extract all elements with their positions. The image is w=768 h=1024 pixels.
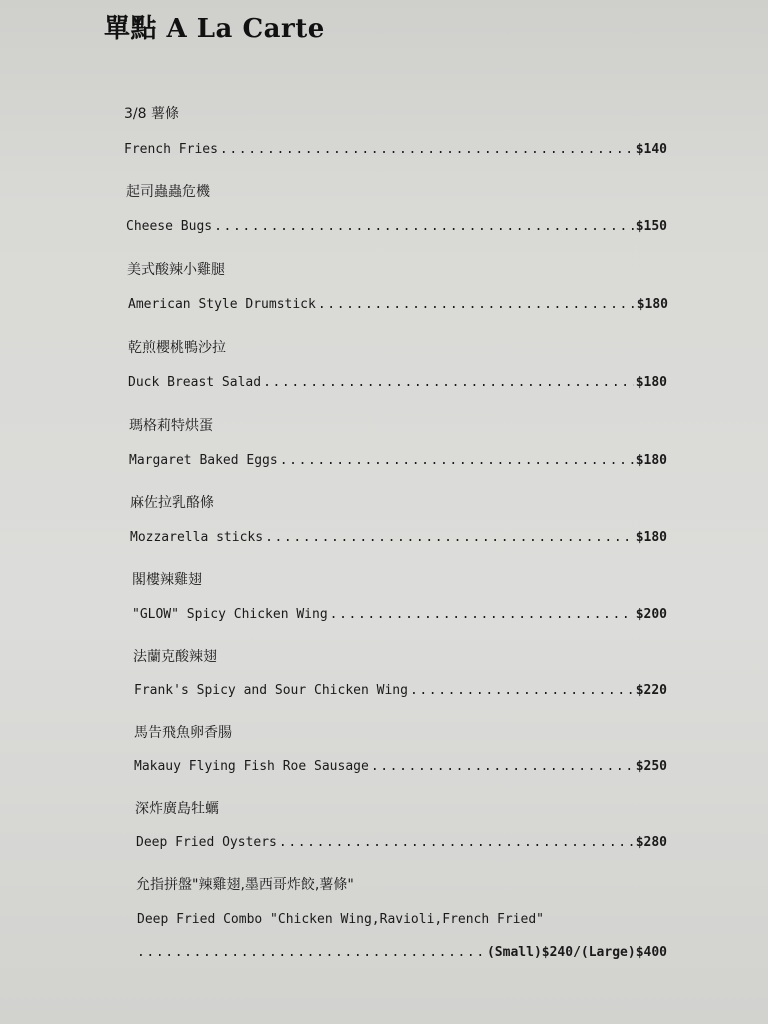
item-price: $150	[635, 219, 667, 234]
combo-row	[137, 912, 657, 927]
item-english-name: Margaret Baked Eggs	[129, 453, 278, 468]
dot-leader	[410, 683, 634, 698]
item-english-name: French Fries	[124, 142, 218, 157]
dot-leader	[280, 453, 634, 468]
item-english-name: "GLOW" Spicy Chicken Wing	[132, 607, 328, 622]
dot-leader	[371, 759, 634, 774]
item-chinese-name: 美式酸辣小雞腿	[127, 262, 225, 278]
menu-item-row	[136, 835, 667, 850]
item-price: $140	[635, 142, 667, 157]
dot-leader	[330, 607, 634, 622]
item-chinese-name: 馬告飛魚卵香腸	[134, 725, 232, 741]
item-price: $220	[635, 683, 667, 698]
item-chinese-name: 乾煎櫻桃鴨沙拉	[128, 340, 226, 356]
item-chinese-name: 深炸廣島牡蠣	[135, 801, 219, 817]
combo-english-name: Deep Fried Combo "Chicken Wing,Ravioli,French Fried"	[137, 912, 544, 927]
menu-item-row	[130, 530, 667, 545]
item-english-name: Makauy Flying Fish Roe Sausage	[134, 759, 369, 774]
item-english-name: Duck Breast Salad	[128, 375, 262, 390]
menu-title: 單點 A La Carte	[104, 14, 325, 44]
menu-item-row	[128, 375, 667, 390]
item-chinese-name: 閣樓辣雞翅	[132, 572, 202, 588]
item-price: $180	[635, 530, 667, 545]
item-price: $200	[635, 607, 667, 622]
item-price: $280	[635, 835, 667, 850]
dot-leader	[279, 835, 634, 850]
item-price: $250	[635, 759, 667, 774]
menu-item-row	[128, 297, 668, 312]
dot-leader	[214, 219, 634, 234]
menu-item-row	[132, 607, 667, 622]
combo-price-row	[137, 945, 667, 960]
item-english-name: American Style Drumstick	[128, 297, 316, 312]
item-english-name: Cheese Bugs	[126, 219, 213, 234]
item-english-name: Frank's Spicy and Sour Chicken Wing	[134, 683, 408, 698]
menu-item-row	[126, 219, 667, 234]
menu-item-row	[129, 453, 667, 468]
dot-leader	[265, 530, 634, 545]
dot-leader	[220, 142, 634, 157]
item-chinese-name: 麻佐拉乳酪條	[130, 495, 214, 511]
item-chinese-name: 起司蟲蟲危機	[126, 184, 210, 200]
menu-item-row	[134, 683, 667, 698]
combo-chinese-name: 允指拼盤"辣雞翅,墨西哥炸餃,薯條"	[136, 877, 354, 893]
item-price: $180	[635, 453, 667, 468]
dot-leader	[263, 375, 634, 390]
dot-leader	[318, 297, 635, 312]
item-english-name: Mozzarella sticks	[130, 530, 264, 545]
item-price: $180	[635, 375, 667, 390]
item-chinese-name: 3/8 薯條	[124, 106, 179, 122]
combo-price: (Small)$240/(Large)$400	[486, 945, 667, 960]
menu-item-row	[124, 142, 667, 157]
item-english-name: Deep Fried Oysters	[136, 835, 277, 850]
dot-leader	[137, 945, 483, 960]
item-price: $180	[636, 297, 668, 312]
item-chinese-name: 瑪格莉特烘蛋	[129, 418, 213, 434]
menu-item-row	[134, 759, 667, 774]
item-chinese-name: 法蘭克酸辣翅	[133, 649, 217, 665]
